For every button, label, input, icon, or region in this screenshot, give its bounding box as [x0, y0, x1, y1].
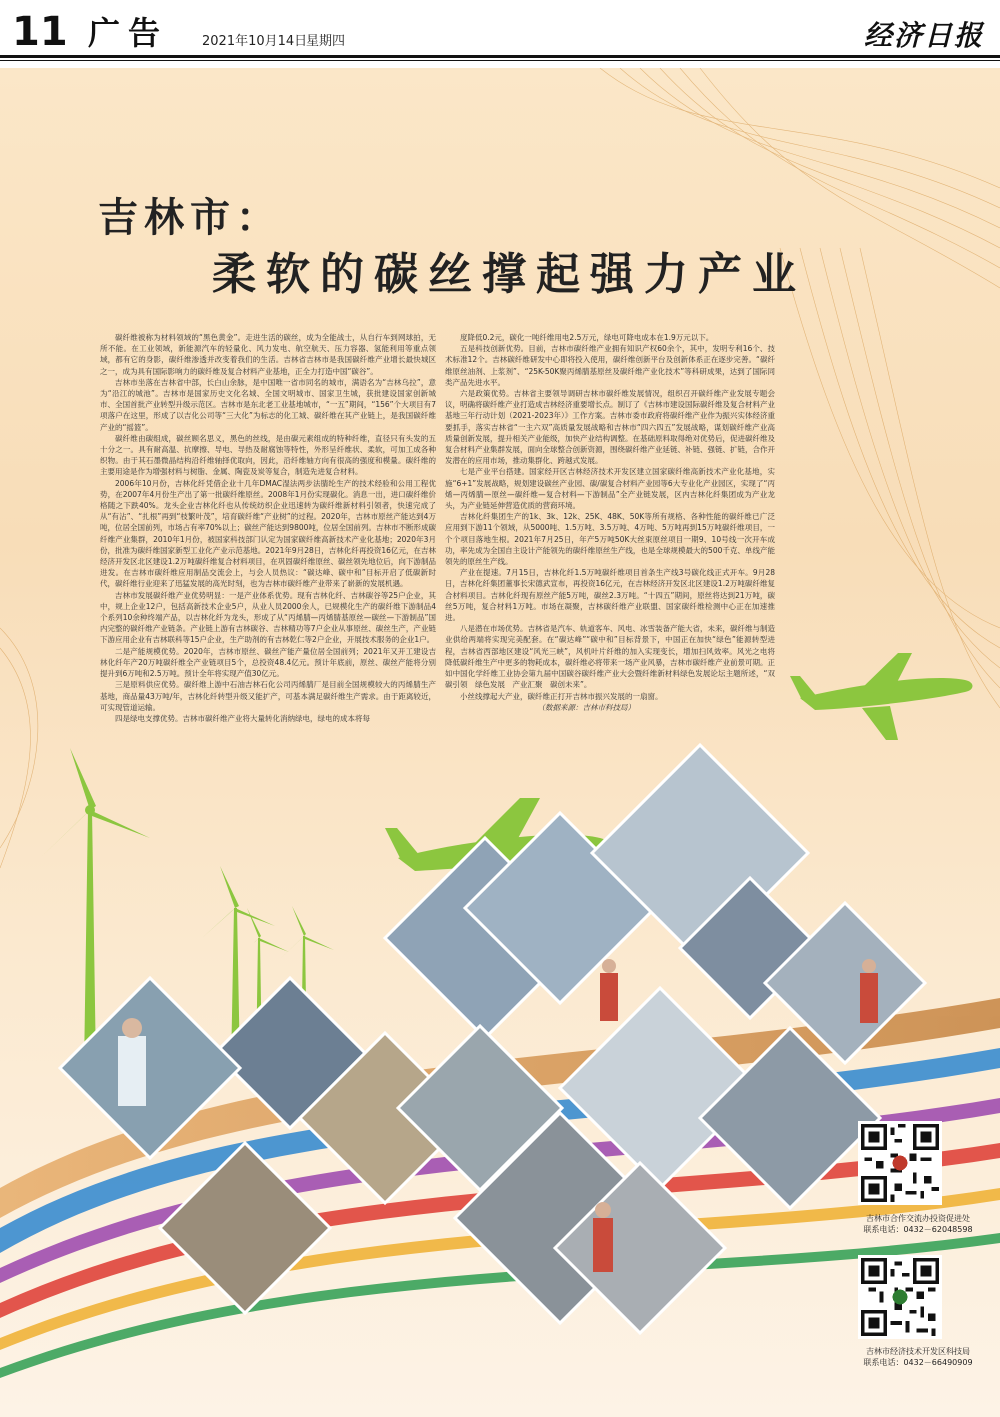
- paragraph: 三是原料供应优势。碳纤维上游中石油吉林石化公司丙烯腈厂是目前全国规模较大的丙烯腈生产基地，商品量43万吨/年，吉林化纤转型升级又能扩产，可基本满足碳纤维生产需求。由于距离较近，可实现管道运输。: [100, 680, 436, 712]
- contact-info-2: [843, 1346, 993, 1368]
- paragraph: 吉林市发展碳纤维产业优势明显：一是产业体系优势。现有吉林化纤、吉林碳谷等25户企业，其中，规上企业12户，包括高新技术企业5户，从业人员2000余人，已规模化生产的碳纤维下游制品4个系列10余种终端产品，以吉林化纤为龙头，形成了从“丙烯腈—丙烯腈基原丝—碳丝—下游制品”国内完整的碳纤维产业链条。产业链上游有吉林碳谷、吉林精功等7户企业从事原丝、碳丝生产，产业链下游应用企业有吉林联科等15户企业，生产助剂的有吉林乾仁等2户企业，开展技术服务的企业1户。: [100, 590, 436, 645]
- advertisement: [0, 68, 1000, 1417]
- paragraph: 度降低0.2元，碳化一吨纤维用电2.5万元，绿电可降电成本在1.9万元以下。: [460, 333, 714, 342]
- airplane-icon: [790, 653, 973, 740]
- paper-logo: 经济日报: [863, 19, 984, 52]
- ad-title-line2: 柔软的碳丝撑起强力产业: [212, 249, 806, 300]
- article-column-left: [100, 332, 436, 832]
- paragraph: 吉林市坐落在吉林省中部，长白山余脉，是中国唯一省市同名的城市，满语名为“吉林乌拉”，意为“沿江的城池”。吉林市是国家历史文化名城、全国文明城市、国家卫生城，获批建设国家创新城市、全国首批产业转型升级示范区。吉林市是东北老工业基地城市，“一五”期间，“156”个大项目有7项落户在这里，形成了以吉化公司等“三大化”为标志的化工城、碳纤维在其产业链上，是我国碳纤维产业的“摇篮”。: [100, 377, 436, 432]
- paragraph: 五是科技创新优势。目前，吉林市碳纤维产业拥有知识产权60余个，其中，发明专利16个、技术标准12个。吉林碳纤维研发中心即将投入使用，碳纤维创新平台及创新体系正在逐步完善。“碳纤维原丝油剂、上浆剂”、“25K-50K聚丙烯腈基原丝及碳纤维产业化技术”等科研成果，达到了国际同类产品先进水平。: [445, 344, 775, 387]
- ad-title-line1: 吉林市：: [98, 195, 282, 241]
- paragraph: 碳纤维被称为材料领域的“黑色黄金”。走进生活的碳丝，成为全能战士，从自行车到网球拍，无所不能。在工业领域，新能源汽车的轻量化、风力发电、航空航天、压力容器、氢能利用等重点领域，都有它的身影，碳纤维渗透并改变着我们的生活。吉林省吉林市是我国碳纤维产业增长最快城区之一，成为具有国际影响力的碳纤维及复合材料产业基地，正全力打造中国“碳谷”。: [100, 333, 436, 376]
- masthead: [0, 0, 1000, 62]
- masthead-rule-thin: [0, 60, 1000, 61]
- contact-info-1: [843, 1213, 993, 1235]
- contact-phone: 联系电话：0432－66490909: [863, 1358, 973, 1367]
- paragraph: 二是产能规模优势。2020年，吉林市原丝、碳丝产能产量位居全国前列；2021年又开工建设吉林化纤年产20万吨碳纤维全产业链项目5个，总投资48.4亿元。预计年底前，原丝、碳丝产能将分别提升到6万吨和2.5万吨。预计全年将实现产值30亿元。: [100, 646, 436, 679]
- paragraph: 八是潜在市场优势。吉林省是汽车、轨道客车、风电、冰雪装备产能大省，未来，碳纤维与制造业供给两端将实现完美配套。在“碳达峰”“碳中和”目标背景下，中国正在加快“绿色”能源转型进程，吉林省西部地区建设“风光三峡”，风机叶片纤维的加入实现变长，增加扫风效率。风光之电将降低碳纤维生产中更多的物耗成本，碳纤维必将带来一场产业风暴，吉林市碳纤维产业前景可期。正如中国化学纤维工业协会第九届中国碳谷碳纤维产业大会暨纤维新材料绿色发展论坛主题所述，“双碳引领 绿色发展 产业汇聚 碳创未来”。: [445, 624, 775, 690]
- paragraph: 产业在提速。7月15日，吉林化纤1.5万吨碳纤维项目首条生产线3号碳化线正式开车。9月28日，吉林化纤集团董事长宋德武宣布，再投资16亿元，在吉林经济开发区北区建设1.2万吨碳纤维复合材料项目。吉林化纤现有原丝产能5万吨，碳丝2.3万吨。“十四五”期间，原丝将达到21万吨，碳丝5万吨，复合材料1万吨。市场在凝聚，吉林碳纤维产业联盟、国家碳纤维检测中心正在加速推进。: [445, 568, 775, 623]
- section-title: 广告: [88, 14, 169, 52]
- contact-phone: 联系电话：0432－62048598: [863, 1225, 973, 1234]
- paragraph: 碳纤维由碳组成，碳丝顾名思义，黑色的丝线，是由碳元素组成的特种纤维，直径只有头发的五十分之一。具有耐高温、抗摩擦、导电、导热及耐腐蚀等特性，外形呈纤维状、柔软，可加工成各种织物。由于其石墨微晶结构沿纤维轴择优取向，因此，沿纤维轴方向有很高的强度和模量。碳纤维的主要用途是作为增强材料与树脂、金属、陶瓷及炭等复合，制造先进复合材料。: [100, 433, 436, 477]
- paragraph: 七是产业平台搭建。国家经开区吉林经济技术开发区建立国家碳纤维高新技术产业化基地，实施“6+1”发展战略，规划建设碳丝产业园、碳/碳复合材料产业园等6大专业化产业园区，实现了“丙烯—丙烯腈—原丝—碳纤维—复合材料—下游制品”全产业链发展，区内吉林化纤集团成为产业龙头，为产业链延伸营造优质的营商环境。: [445, 467, 775, 511]
- source-note: （数据来源：吉林市科技局）: [537, 702, 635, 712]
- paragraph: 吉林化纤集团生产的1k、3k、12k、25K、48K、50K等所有规格、各种性能的碳纤维已广泛应用到下游11个领域，从5000吨、1.5万吨、3.5万吨、4万吨、5万吨再到15万吨碳纤维项目，一个个项目落地生根。2021年7月25日，年产5万吨50K大丝束原丝项目一期9、10号线一次开车成功，率先成为全国自主设计产能领先的碳纤维原丝生产线，也是全球规模最大的500千克、单线产能领先的原丝生产线。: [445, 512, 775, 567]
- paragraph: 小丝线撑起大产业，碳纤维正打开吉林市振兴发展的一扇窗。: [460, 691, 663, 701]
- page-number: 11: [12, 9, 68, 55]
- contact-org: 吉林市经济技术开发区科技局: [866, 1347, 970, 1356]
- qr-code-icon[interactable]: [858, 1255, 942, 1339]
- paragraph: 六是政策优势。吉林省主要领导调研吉林市碳纤维发展情况，组织召开碳纤维产业发展专题会议，明确将碳纤维产业打造成吉林经济重要增长点。制订了《吉林市建设国际碳纤维及复合材料产业基地三年行动计划（2021-2023年）》工作方案。吉林市委市政府将碳纤维产业作为振兴实体经济重要抓手，落实吉林省“一主六双”高质量发展战略和吉林市“四六四五”发展战略，谋划碳纤维产业高质量创新发展，提升相关产业能级，加快产业结构调整。在基础原料取得绝对优势后，促进碳纤维及复合材料产业集群发展，面向全球整合创新资源，围绕碳纤维产业延链、补链、强链、扩链，合作开发潜在的应用市场，推动集群化、跨越式发展。: [445, 389, 775, 466]
- paragraph: 四是绿电支撑优势。吉林市碳纤维产业将大量转化消纳绿电，绿电的成本将每: [115, 713, 370, 723]
- masthead-rule: [0, 55, 1000, 58]
- contact-org: 吉林市合作交流办投资促进处: [866, 1214, 970, 1223]
- issue-date: 2021年10月14日: [202, 34, 308, 49]
- issue-weekday: 星期四: [306, 34, 346, 49]
- article-column-right: [445, 332, 775, 832]
- paragraph: 2006年10月份，吉林化纤凭借企业十几年DMAC湿法两步法腈纶生产的技术经验和公用工程优势，在2007年4月份生产出了第一批碳纤维原丝。2008年1月份实现碳化。消息一出，进口碳纤维价格随之下跌40%。龙头企业吉林化纤也从传统纺织企业迅速转为碳纤维新材料引领者，快速完成了从“有沾”、“扎根”再到“枝繁叶茂”，培育碳纤维“产业树”的过程。2020年，吉林市原丝产能达到4万吨，位居全国前列，市场占有率70%以上；碳丝产能达到9800吨，位居全国前列。吉林市不断形成碳纤维产业集群，2010年1月份，被国家科技部门认定为国家碳纤维高新技术产业化基地；2020年3月份，批准为碳纤维国家新型工业化产业示范基地。2021年9月28日，吉林化纤再投资16亿元，在吉林经济开发区北区建设1.2万吨碳纤维复合材料项目，在巩固碳纤维原丝、碳丝领先地位后，向下游制品进发。在吉林市碳纤维应用制品交流会上，与会人员热议：“碳达峰、碳中和”目标开启了低碳新时代，碳纤维行业迎来了迅猛发展的高光时刻，也为吉林市碳纤维产业带来了崭新的发展机遇。: [100, 478, 436, 589]
- qr-code-icon[interactable]: [858, 1121, 942, 1205]
